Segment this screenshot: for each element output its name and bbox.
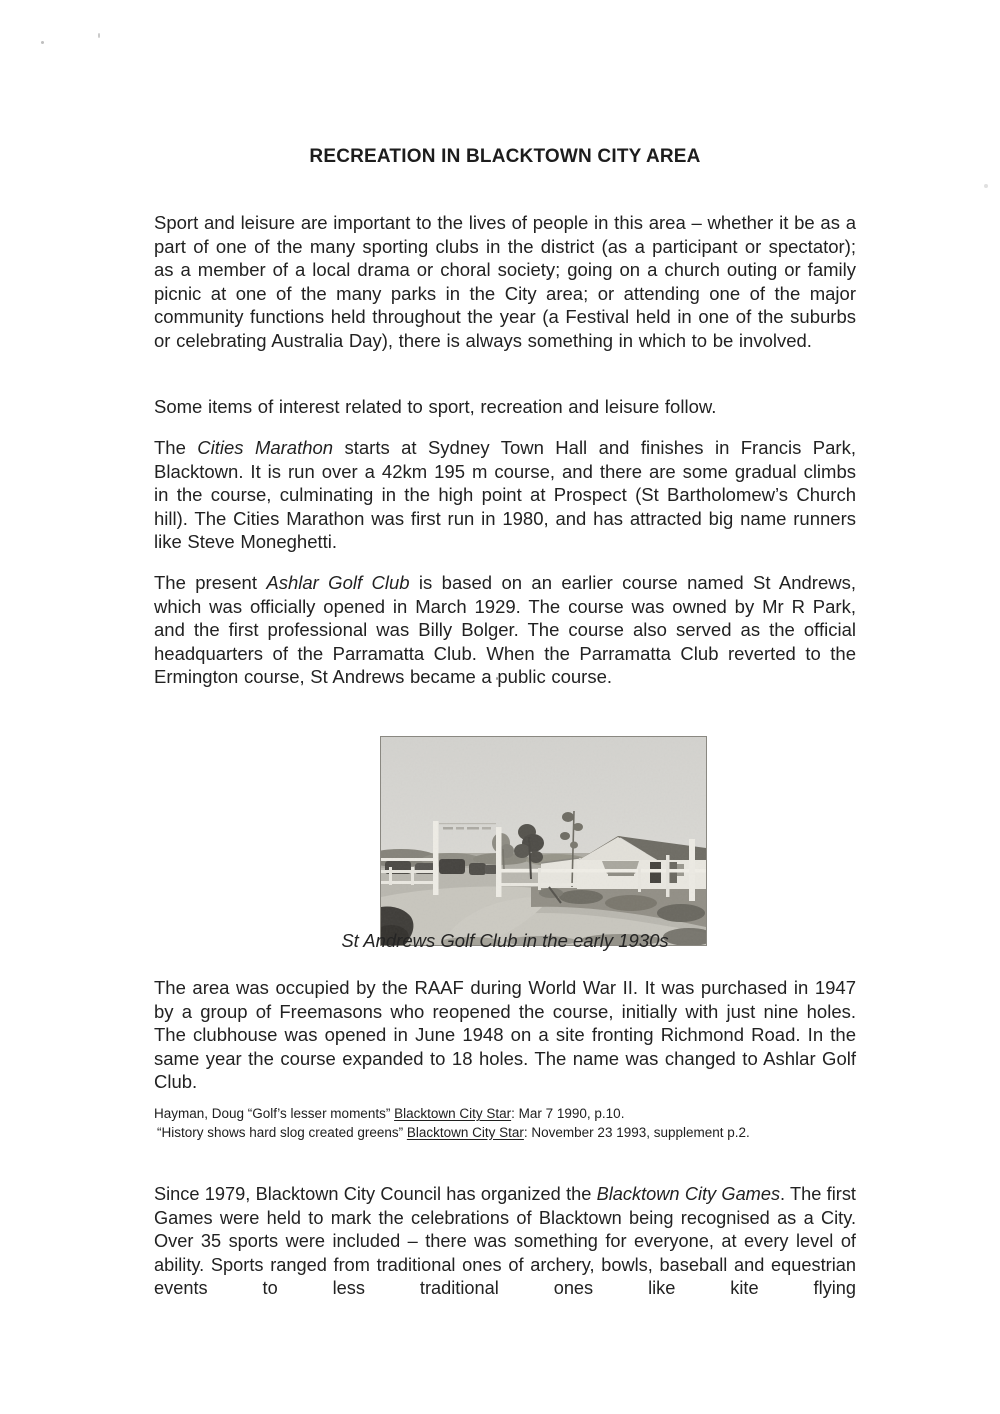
scan-speck: [984, 184, 988, 188]
citation-source-underlined: Blacktown City Star: [394, 1106, 512, 1121]
photo-caption: St Andrews Golf Club in the early 1930s: [341, 930, 669, 951]
paragraph-cities-marathon: [154, 436, 856, 554]
paragraph-blacktown-city-games: [154, 1183, 856, 1301]
citation-line-1: [154, 1105, 856, 1124]
italic-blacktown-city-games: Blacktown City Games: [596, 1184, 781, 1204]
italic-ashlar-golf-club: Ashlar Golf Club: [266, 572, 410, 593]
text-segment: The: [154, 437, 198, 458]
photo-grain-overlay: [381, 737, 706, 945]
paragraph-raaf-history: The area was occupied by the RAAF during World War II. It was purchased in 1947 by a group of Freemasons who reopened the course, initially with just nine holes. The clubhouse was opened in June 1948 on a site fronting Richmond Road. In the same year the course expanded to 18 holes. The name was changed to Ashlar Golf Club.: [154, 977, 856, 1092]
text-segment: Since 1979, Blacktown City Council has organized the: [154, 1184, 597, 1204]
citation-text: Hayman, Doug “Golf’s lesser moments”: [154, 1106, 395, 1121]
paragraph-intro: Sport and leisure are important to the lives of people in this area – whether it be as a part of one of the many sporting clubs in the district (as a participant or spectator); as a member of a local drama or choral society; going on a church outing or family picnic at one of the many parks in the City area; or attending one of the major community functions held throughout the year (a Festival held in one of the suburbs or celebrating Australia Day), there is always something in which to be involved.: [154, 212, 856, 351]
scan-speck: [98, 33, 100, 38]
text-segment: starts at Sydney Town Hall and finishes in Francis Park, Blacktown. It is run over a 42km 195 m course, and there are some gradual climbs in the course, culminating in the high point at Prospect (St Bartholomew’s Church hill). The Cities Marathon was first run in 1980, and has attracted big name runners like Steve Moneghetti.: [154, 437, 856, 552]
citations-block: [154, 1105, 856, 1142]
page-title: RECREATION IN BLACKTOWN CITY AREA: [309, 146, 701, 167]
citation-text: : November 23 1993, supplement p.2.: [523, 1124, 750, 1140]
citation-text: : Mar 7 1990, p.10.: [511, 1106, 625, 1121]
citation-source-underlined: Blacktown City Star: [406, 1124, 524, 1140]
text-segment: The present: [154, 572, 267, 593]
golf-club-photograph: [380, 736, 707, 946]
citation-line-2: [154, 1124, 856, 1143]
paragraph-ashlar-golf-club: [154, 571, 856, 689]
golf-club-photo-illustration: [381, 737, 706, 945]
paragraph-some-items: Some items of interest related to sport, recreation and leisure follow.: [154, 396, 717, 417]
scan-speck: [41, 41, 44, 44]
text-segment: is based on an earlier course named St Andrews, which was officially opened in March 1929. The course was owned by Mr R Park, and the first professional was Billy Bolger. The course also served as the official headquarters of the Parramatta Club. When the Parramatta Club reverted to the Ermington course, St Andrews became a public course.: [154, 572, 856, 687]
italic-cities-marathon: Cities Marathon: [197, 437, 334, 458]
text-segment: . The first Games were held to mark the celebrations of Blacktown being recognised as a City. Over 35 sports were included – there was something for everyone, at every level of ability. Sports ranged from traditional ones of archery, bowls, baseball and equestrian events to less traditional ones like kite flying: [154, 1184, 856, 1298]
citation-text: “History shows hard slog created greens”: [157, 1124, 407, 1140]
